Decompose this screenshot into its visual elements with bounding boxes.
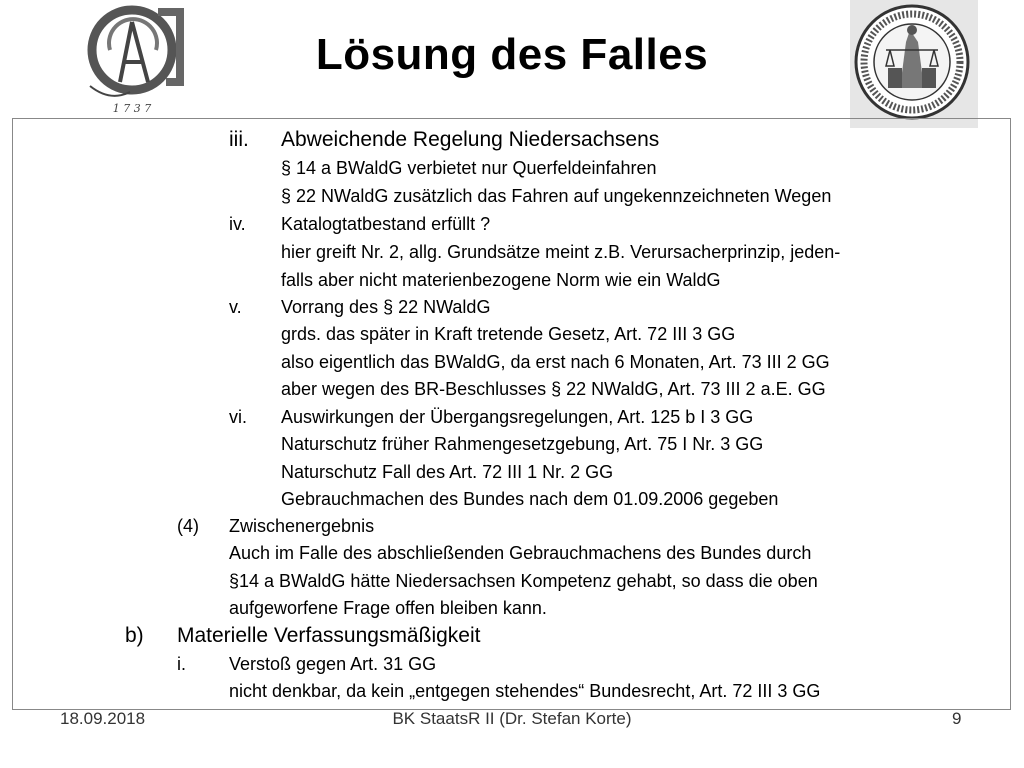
item-v-line: grds. das später in Kraft tretende Gesetz, Art. 72 III 3 GG bbox=[281, 324, 736, 344]
item-4-marker: (4) bbox=[177, 516, 199, 536]
item-v-line: aber wegen des BR-Beschlusses § 22 NWaldG, Art. 73 III 2 a.E. GG bbox=[281, 379, 826, 399]
item-i-heading: Verstoß gegen Art. 31 GG bbox=[229, 654, 437, 674]
item-vi-line: Naturschutz Fall des Art. 72 III 1 Nr. 2 GG bbox=[281, 462, 614, 482]
item-vi-line: Gebrauchmachen des Bundes nach dem 01.09.2006 gegeben bbox=[281, 489, 779, 509]
item-iv-line: falls aber nicht materienbezogene Norm wie ein WaldG bbox=[281, 270, 721, 290]
item-4-line: aufgeworfene Frage offen bleiben kann. bbox=[229, 598, 547, 618]
footer-page-number: 9 bbox=[952, 709, 962, 728]
svg-text:1 7 3 7: 1 7 3 7 bbox=[112, 102, 152, 115]
page-title: Lösung des Falles bbox=[315, 30, 709, 79]
item-i-marker: i. bbox=[177, 654, 186, 674]
item-i-line: nicht denkbar, da kein „entgegen stehendes“ Bundesrecht, Art. 72 III 3 GG bbox=[229, 681, 821, 701]
item-iv-marker: iv. bbox=[229, 214, 246, 234]
item-vi-heading: Auswirkungen der Übergangsregelungen, Art. 125 b I 3 GG bbox=[281, 407, 754, 427]
item-4-line: Auch im Falle des abschließenden Gebrauchmachens des Bundes durch bbox=[229, 543, 812, 563]
item-iii-line: § 22 NWaldG zusätzlich das Fahren auf ungekennzeichneten Wegen bbox=[281, 186, 832, 206]
item-v-heading: Vorrang des § 22 NWaldG bbox=[281, 297, 491, 317]
footer-course: BK StaatsR II (Dr. Stefan Korte) bbox=[392, 709, 632, 728]
item-iii-heading: Abweichende Regelung Niedersachsens bbox=[281, 128, 660, 151]
item-v-line: also eigentlich das BWaldG, da erst nach 6 Monaten, Art. 73 III 2 GG bbox=[281, 352, 830, 372]
item-iii-line: § 14 a BWaldG verbietet nur Querfeldeinfahren bbox=[281, 158, 657, 178]
footer-date: 18.09.2018 bbox=[60, 709, 146, 728]
item-vi-line: Naturschutz früher Rahmengesetzgebung, Art. 75 I Nr. 3 GG bbox=[281, 434, 764, 454]
item-iv-line: hier greift Nr. 2, allg. Grundsätze meint z.B. Verursacherprinzip, jeden- bbox=[281, 242, 841, 262]
item-4-line: §14 a BWaldG hätte Niedersachsen Kompetenz gehabt, so dass die oben bbox=[229, 571, 818, 591]
item-vi-marker: vi. bbox=[229, 407, 247, 427]
item-iii-marker: iii. bbox=[229, 128, 249, 151]
item-iv-heading: Katalogtatbestand erfüllt ? bbox=[281, 214, 491, 234]
content-area bbox=[12, 118, 1011, 710]
item-4-heading: Zwischenergebnis bbox=[229, 516, 375, 536]
item-b-heading: Materielle Verfassungsmäßigkeit bbox=[177, 624, 481, 647]
item-b-marker: b) bbox=[125, 624, 144, 647]
item-v-marker: v. bbox=[229, 297, 242, 317]
